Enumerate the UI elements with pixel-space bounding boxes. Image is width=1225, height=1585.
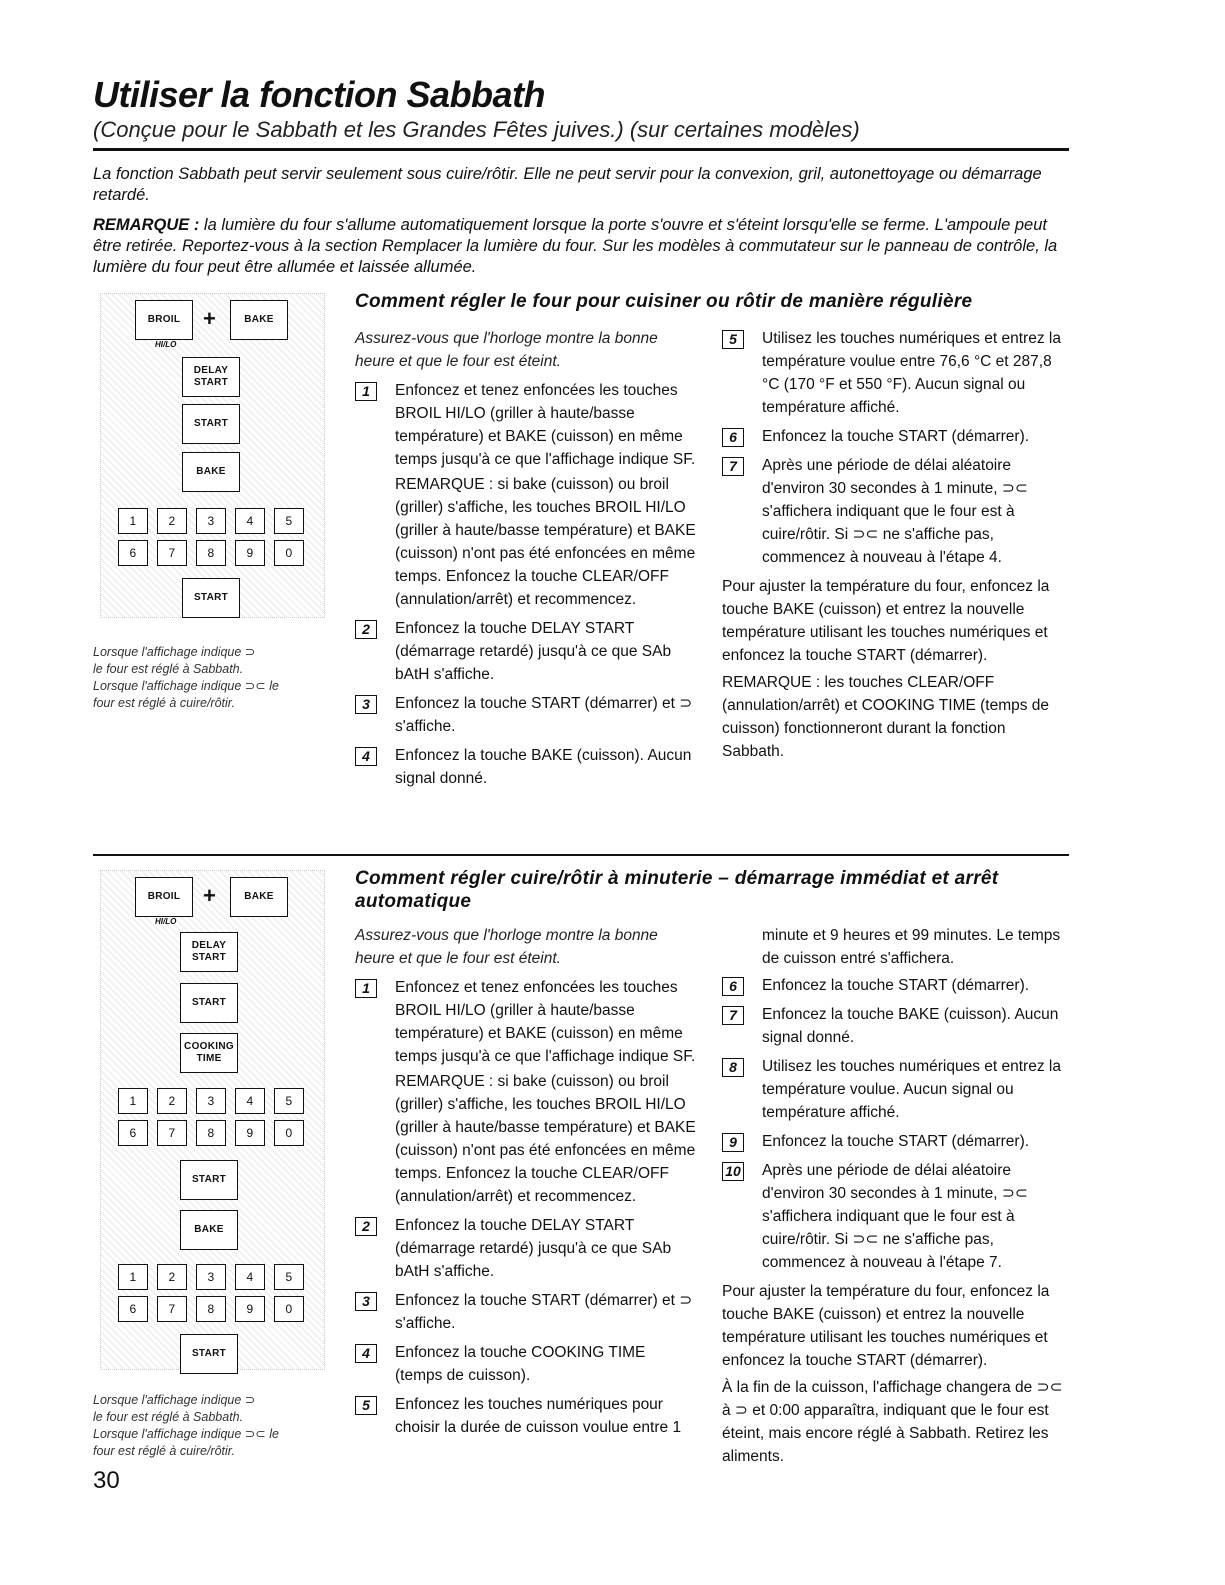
digit-key-9: 9 — [235, 540, 265, 566]
step-text: Utilisez les touches numériques et entrez la température voulue entre 76,6 °C et 287,8 °C (170 °F et 550 °F). Aucun signal ou température affiché. — [762, 330, 1061, 416]
diagram-2-caption — [93, 1392, 323, 1460]
start-label: START — [193, 377, 229, 388]
section-2-step-10 — [722, 1159, 1067, 1274]
step-note: REMARQUE : si bake (cuisson) ou broil (griller) s'affiche, les touches BROIL HI/LO (griller à haute/basse température) et BAKE (cuisson) n'ont pas été enfoncées en même temps. Enfoncez la touche CLEAR/OFF (annulation/arrêt) et recommencez. — [395, 476, 696, 608]
intro-note-text: la lumière du four s'allume automatiquement lorsque la porte s'ouvre et s'éteint lorsqu'elle se ferme. L'ampoule peut être retirée. Reportez-vous à la section Remplacer la lumière du four. Sur les modèles à commutateur sur le panneau de contrôle, la lumière du four peut être allumée et laissée allumée. — [93, 216, 1058, 276]
section-2-lead: Assurez-vous que l'horloge montre la bonne heure et que le four est éteint. — [355, 927, 658, 967]
delay-start-key — [180, 932, 238, 972]
step-number: 7 — [722, 1006, 744, 1025]
step-text: Enfoncez la touche START (démarrer). — [762, 1133, 1030, 1150]
section-1-left-column — [355, 327, 697, 796]
plus-sign: + — [203, 306, 216, 331]
section-2-left-column — [355, 924, 697, 1445]
bake-key-label: BAKE — [244, 891, 274, 902]
step-number: 4 — [355, 747, 377, 766]
section-2-end: À la fin de la cuisson, l'affichage changera de ⊃⊂ à ⊃ et 0:00 apparaîtra, indiquant que le four est éteint, mais encore réglé à Sabbath. Retirez les aliments. — [722, 1379, 1063, 1465]
caption-line-3: Lorsque l'affichage indique ⊃⊂ le — [93, 1427, 279, 1441]
section-1-right-column — [722, 327, 1067, 767]
digit-key-8-b: 8 — [196, 1296, 226, 1322]
digit-key-3: 3 — [196, 1088, 226, 1114]
digit-key-5: 5 — [274, 508, 304, 534]
step-number: 6 — [722, 428, 744, 447]
section-1-remark: REMARQUE : les touches CLEAR/OFF (annulation/arrêt) et COOKING TIME (temps de cuisson) fonctionneront durant la fonction Sabbath. — [722, 674, 1050, 760]
step-text: Enfoncez la touche START (démarrer). — [762, 977, 1030, 994]
digit-key-7: 7 — [157, 540, 187, 566]
bake-key-2 — [180, 1210, 238, 1250]
digit-key-0: 0 — [274, 1120, 304, 1146]
time-label: TIME — [196, 1053, 222, 1064]
section-2-step-5 — [355, 1393, 697, 1439]
step-number: 3 — [355, 695, 377, 714]
digit-key-5: 5 — [274, 1088, 304, 1114]
digit-key-9: 9 — [235, 1120, 265, 1146]
broil-key — [135, 300, 193, 340]
bake-key-2-label: BAKE — [194, 1224, 224, 1235]
digit-key-1: 1 — [118, 508, 148, 534]
delay-label: DELAY — [193, 365, 229, 376]
page-subtitle: (Conçue pour le Sabbath et les Grandes Fêtes juives.) (sur certaines modèles) — [93, 117, 860, 142]
digit-key-0: 0 — [274, 540, 304, 566]
bake-key — [230, 300, 288, 340]
caption-line-1: Lorsque l'affichage indique ⊃ — [93, 1393, 256, 1407]
hilo-label: HI/LO — [155, 340, 177, 349]
section-1-title: Comment régler le four pour cuisiner ou rôtir de manière régulière — [355, 291, 973, 312]
start-key — [182, 404, 240, 444]
section-2-step-5-continued: minute et 9 heures et 99 minutes. Le temps de cuisson entré s'affichera. — [762, 927, 1061, 967]
digit-key-6-b: 6 — [118, 1296, 148, 1322]
start-key-final-label: START — [191, 1348, 227, 1359]
caption-line-4: four est réglé à cuire/rôtir. — [93, 696, 235, 710]
start-key-label: START — [191, 997, 227, 1008]
step-text: Enfoncez les touches numériques pour choisir la durée de cuisson voulue entre 1 — [395, 1396, 682, 1436]
section-2-step-4 — [355, 1341, 697, 1387]
section-2-step-3 — [355, 1289, 697, 1335]
caption-line-3: Lorsque l'affichage indique ⊃⊂ le — [93, 679, 279, 693]
digit-key-6: 6 — [118, 1120, 148, 1146]
broil-key-label: BROIL — [147, 314, 181, 325]
section-1-step-2 — [355, 617, 697, 686]
cooking-time-key — [180, 1033, 238, 1073]
section-2-step-7 — [722, 1003, 1067, 1049]
step-text: Après une période de délai aléatoire d'environ 30 secondes à 1 minute, ⊃⊂ s'affichera indiquant que le four est à cuire/rôtir. Si ⊃⊂ ne s'affiche pas, commencez à nouveau à l'étape 7. — [762, 1162, 1028, 1271]
delay-start-key — [182, 357, 240, 397]
start-key — [180, 983, 238, 1023]
digit-key-7: 7 — [157, 1120, 187, 1146]
step-number: 10 — [722, 1162, 744, 1181]
step-number: 3 — [355, 1292, 377, 1311]
section-1-step-7 — [722, 454, 1067, 569]
section-2-step-8 — [722, 1055, 1067, 1124]
step-number: 7 — [722, 457, 744, 476]
step-number: 1 — [355, 979, 377, 998]
intro-note — [93, 215, 1063, 278]
bake-key-2-label: BAKE — [196, 466, 226, 477]
page-number: 30 — [93, 1467, 120, 1494]
caption-line-2: le four est réglé à Sabbath. — [93, 1410, 244, 1424]
section-2-adjust: Pour ajuster la température du four, enfoncez la touche BAKE (cuisson) et entrez la nouvelle température utilisant les touches numériques et enfoncez la touche START (démarrer). — [722, 1283, 1050, 1369]
broil-key-label: BROIL — [147, 891, 181, 902]
digit-key-4: 4 — [235, 1088, 265, 1114]
digit-key-2: 2 — [157, 1088, 187, 1114]
digit-key-8: 8 — [196, 1120, 226, 1146]
section-2-right-column — [722, 924, 1067, 1472]
digit-key-4-b: 4 — [235, 1264, 265, 1290]
bake-key-label: BAKE — [244, 314, 274, 325]
step-number: 2 — [355, 620, 377, 639]
digit-key-5-b: 5 — [274, 1264, 304, 1290]
step-number: 1 — [355, 382, 377, 401]
step-text: Enfoncez la touche BAKE (cuisson). Aucun signal donné. — [395, 747, 692, 787]
step-number: 5 — [722, 330, 744, 349]
step-text: Enfoncez et tenez enfoncées les touches BROIL HI/LO (griller à haute/basse température) et BAKE (cuisson) en même temps jusqu'à ce que l'affichage indique SF. — [395, 382, 696, 468]
hilo-label: HI/LO — [155, 917, 177, 926]
section-1-lead: Assurez-vous que l'horloge montre la bonne heure et que le four est éteint. — [355, 330, 658, 370]
digit-key-4: 4 — [235, 508, 265, 534]
digit-key-9-b: 9 — [235, 1296, 265, 1322]
delay-label: DELAY — [191, 940, 227, 951]
digit-key-1: 1 — [118, 1088, 148, 1114]
title-rule — [93, 148, 1069, 151]
step-text: Après une période de délai aléatoire d'environ 30 secondes à 1 minute, ⊃⊂ s'affichera indiquant que le four est à cuire/rôtir. Si ⊃⊂ ne s'affiche pas, commencez à nouveau à l'étape 4. — [762, 457, 1028, 566]
section-divider — [93, 854, 1069, 856]
digit-key-1-b: 1 — [118, 1264, 148, 1290]
step-text: Enfoncez la touche COOKING TIME (temps de cuisson). — [395, 1344, 646, 1384]
step-number: 4 — [355, 1344, 377, 1363]
step-text: Enfoncez la touche DELAY START (démarrage retardé) jusqu'à ce que SAb bAtH s'affiche. — [395, 1217, 672, 1280]
section-2-step-2 — [355, 1214, 697, 1283]
intro — [93, 164, 1063, 287]
caption-line-2: le four est réglé à Sabbath. — [93, 662, 244, 676]
step-number: 9 — [722, 1133, 744, 1152]
step-text: Enfoncez la touche START (démarrer) et ⊃ s'affiche. — [395, 695, 693, 735]
page-title: Utiliser la fonction Sabbath — [93, 74, 546, 115]
digit-key-3-b: 3 — [196, 1264, 226, 1290]
digit-key-7-b: 7 — [157, 1296, 187, 1322]
section-2-step-1 — [355, 976, 697, 1208]
step-text: Enfoncez la touche BAKE (cuisson). Aucun signal donné. — [762, 1006, 1059, 1046]
digit-key-2: 2 — [157, 508, 187, 534]
digit-key-0-b: 0 — [274, 1296, 304, 1322]
step-number: 8 — [722, 1058, 744, 1077]
diagram-1-caption — [93, 644, 323, 712]
start-key-label: START — [193, 418, 229, 429]
digit-key-3: 3 — [196, 508, 226, 534]
section-1-step-6 — [722, 425, 1067, 448]
broil-key — [135, 877, 193, 917]
bake-key-2 — [182, 452, 240, 492]
bake-key — [230, 877, 288, 917]
intro-note-label: REMARQUE : — [93, 216, 200, 234]
digit-key-6: 6 — [118, 540, 148, 566]
caption-line-1: Lorsque l'affichage indique ⊃ — [93, 645, 256, 659]
digit-key-8: 8 — [196, 540, 226, 566]
section-1-adjust: Pour ajuster la température du four, enfoncez la touche BAKE (cuisson) et entrez la nouvelle température utilisant les touches numériques et enfoncez la touche START (démarrer). — [722, 578, 1050, 664]
step-number: 2 — [355, 1217, 377, 1236]
step-number: 5 — [355, 1396, 377, 1415]
step-text: Utilisez les touches numériques et entrez la température voulue. Aucun signal ou température affiché. — [762, 1058, 1061, 1121]
start-label: START — [191, 952, 227, 963]
section-2-step-9 — [722, 1130, 1067, 1153]
start-key-final — [180, 1334, 238, 1374]
section-2-title: Comment régler cuire/rôtir à minuterie – démarrage immédiat et arrêt automatique — [355, 868, 999, 912]
caption-line-4: four est réglé à cuire/rôtir. — [93, 1444, 235, 1458]
step-text: Enfoncez la touche START (démarrer) et ⊃ s'affiche. — [395, 1292, 693, 1332]
start-key-2 — [180, 1160, 238, 1200]
start-key-2-label: START — [191, 1174, 227, 1185]
step-number: 6 — [722, 977, 744, 996]
plus-sign: + — [203, 883, 216, 908]
section-1-step-5 — [722, 327, 1067, 419]
start-key-final-label: START — [193, 592, 229, 603]
step-text: Enfoncez et tenez enfoncées les touches BROIL HI/LO (griller à haute/basse température) et BAKE (cuisson) en même temps jusqu'à ce que l'affichage indique SF. — [395, 979, 696, 1065]
step-text: Enfoncez la touche START (démarrer). — [762, 428, 1030, 445]
cooking-label: COOKING — [184, 1041, 234, 1052]
section-1-step-1 — [355, 379, 697, 611]
start-key-final — [182, 578, 240, 618]
step-note: REMARQUE : si bake (cuisson) ou broil (griller) s'affiche, les touches BROIL HI/LO (griller à haute/basse température) et BAKE (cuisson) n'ont pas été enfoncées en même temps. Enfoncez la touche CLEAR/OFF (annulation/arrêt) et recommencez. — [395, 1073, 696, 1205]
step-text: Enfoncez la touche DELAY START (démarrage retardé) jusqu'à ce que SAb bAtH s'affiche. — [395, 620, 672, 683]
digit-key-2-b: 2 — [157, 1264, 187, 1290]
section-1-step-4 — [355, 744, 697, 790]
intro-paragraph: La fonction Sabbath peut servir seulement sous cuire/rôtir. Elle ne peut servir pour la convexion, gril, autonettoyage ou démarrage retardé. — [93, 165, 1042, 204]
section-2-step-6 — [722, 974, 1067, 997]
section-1-step-3 — [355, 692, 697, 738]
